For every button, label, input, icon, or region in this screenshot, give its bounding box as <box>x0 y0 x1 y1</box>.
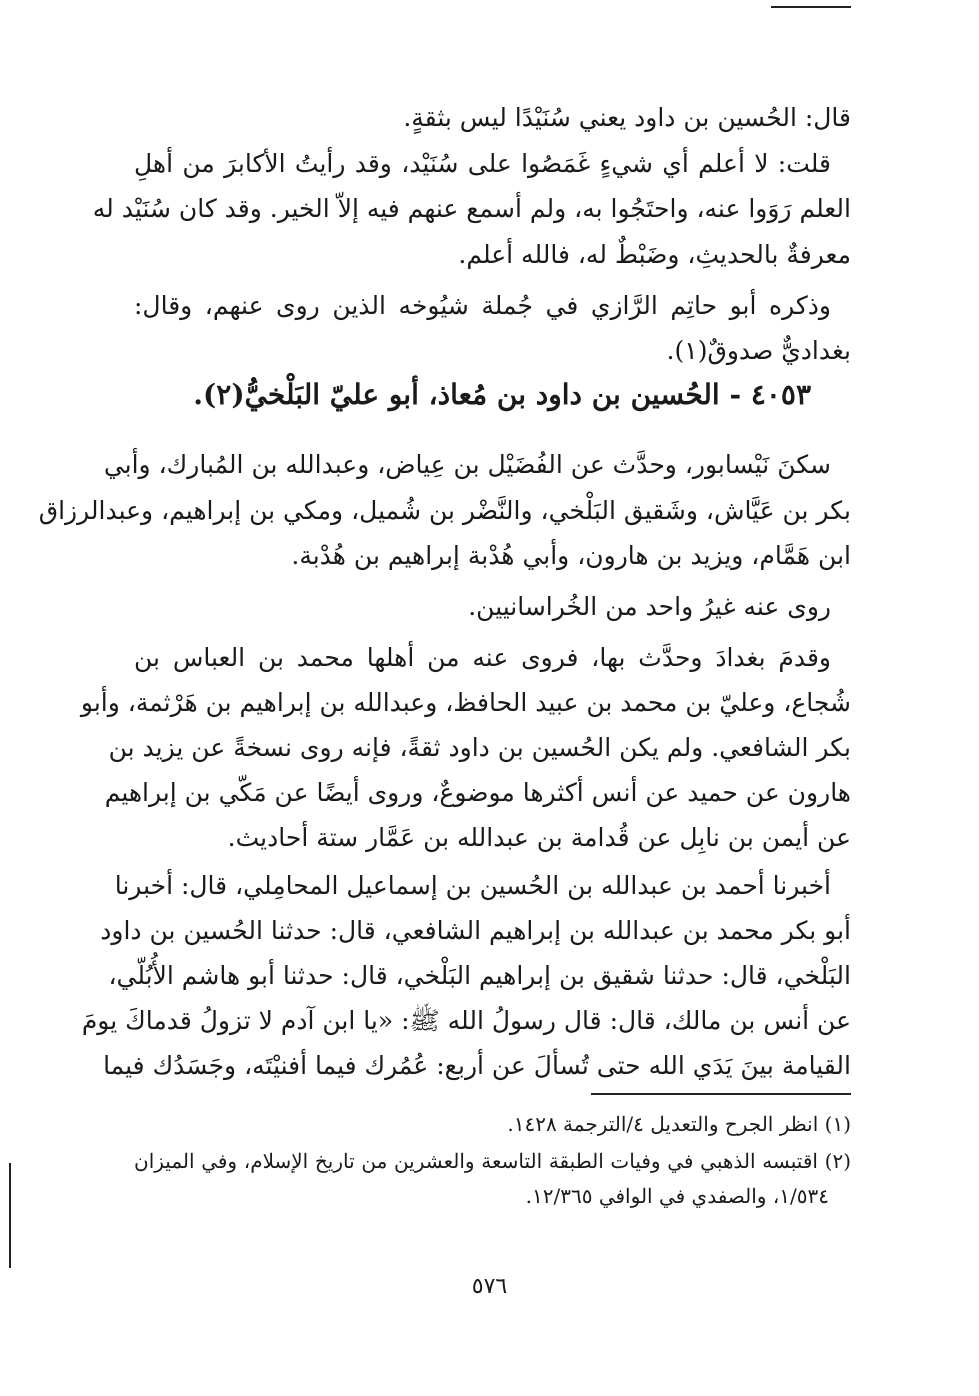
text-line: عن أيمن بن نابِل عن قُدامة بن عبدالله بن عَمَّار ستة أحاديث. <box>227 823 851 852</box>
text-line: ابن هَمَّام، ويزيد بن هارون، وأبي هُدْبة إبراهيم بن هُدْبة. <box>291 541 851 570</box>
text-line: هارون عن حميد عن أنس أكثرها موضوعٌ، وروى أيضًا عن مَكّي بن إبراهيم <box>104 778 851 807</box>
text-line: أخبرنا أحمد بن عبدالله بن الحُسين بن إسماعيل المحامِلي، قال: أخبرنا <box>114 871 831 900</box>
text-line: روى عنه غيرُ واحد من الخُراسانيين. <box>468 592 831 621</box>
margin-mark <box>9 1163 11 1268</box>
page-number: ٥٧٦ <box>471 1274 508 1299</box>
footnote-rule <box>591 1093 851 1095</box>
text-line: شُجاع، وعليّ بن محمد بن عبيد الحافظ، وعبدالله بن إبراهيم بن هَرْثمة، وأبو <box>80 688 851 717</box>
text-line: بكر الشافعي. ولم يكن الحُسين بن داود ثقةً، فإنه روى نسخةً عن يزيد بن <box>108 733 851 762</box>
footnote: (٢) اقتبسه الذهبي في وفيات الطبقة التاسعة والعشرين من تاريخ الإسلام، وفي الميزان <box>134 1149 851 1173</box>
text-line: قلت: لا أعلم أي شيءٍ غَمَصُوا على سُنَيْد، وقد رأيتُ الأكابرَ من أهلِ <box>134 149 831 178</box>
text-line: معرفةٌ بالحديثِ، وضَبْطٌ له، فالله أعلم. <box>458 240 851 269</box>
text-line: أبو بكر محمد بن عبدالله بن إبراهيم الشافعي، قال: حدثنا الحُسين بن داود <box>100 916 851 945</box>
text-line: وقدمَ بغدادَ وحدَّث بها، فروى عنه من أهلها محمد بن العباس بن <box>134 643 831 672</box>
text-line: قال: الحُسين بن داود يعني سُنَيْدًا ليس بثقةٍ. <box>403 103 851 132</box>
text-line: وذكره أبو حاتِم الرَّازي في جُملة شيُوخه الذين روى عنهم، وقال: <box>134 291 831 320</box>
text-line: القيامة بينَ يَدَي الله حتى تُسألَ عن أربع: عُمُرك فيما أفنيْتَه، وجَسَدُك فيما <box>103 1051 851 1080</box>
footnote: (١) انظر الجرح والتعديل ٤/الترجمة ١٤٢٨. <box>507 1112 851 1136</box>
text-line: سكنَ نَيْسابور، وحدَّث عن الفُضَيْل بن عِياض، وعبدالله بن المُبارك، وأبي <box>103 450 831 479</box>
text-line: البَلْخي، قال: حدثنا شقيق بن إبراهيم البَلْخي، قال: حدثنا أبو هاشم الأُبُلّي، <box>108 961 851 990</box>
text-line: بغداديٌّ صدوقٌ(١). <box>666 336 851 365</box>
text-line: عن أنس بن مالك، قال: قال رسولُ الله ﷺ: «يا ابن آدم لا تزولُ قدماكَ يومَ <box>81 1006 851 1035</box>
text-line: العلم رَوَوا عنه، واحتَجُوا به، ولم أسمع عنهم فيه إلاّ الخير. وقد كان سُنَيْد له <box>92 194 851 223</box>
entry-heading: ٤٠٥٣ - الحُسين بن داود بن مُعاذ، أبو عليّ البَلْخيُّ(٢). <box>193 378 811 411</box>
footnote-continuation: ١/٥٣٤، والصفدي في الوافي ١٢/٣٦٥. <box>525 1184 829 1208</box>
top-rule <box>771 6 851 8</box>
text-line: بكر بن عَيَّاش، وشَقيق البَلْخي، والنَّضْر بن شُميل، ومكي بن إبراهيم، وعبدالرزاق <box>38 496 851 525</box>
